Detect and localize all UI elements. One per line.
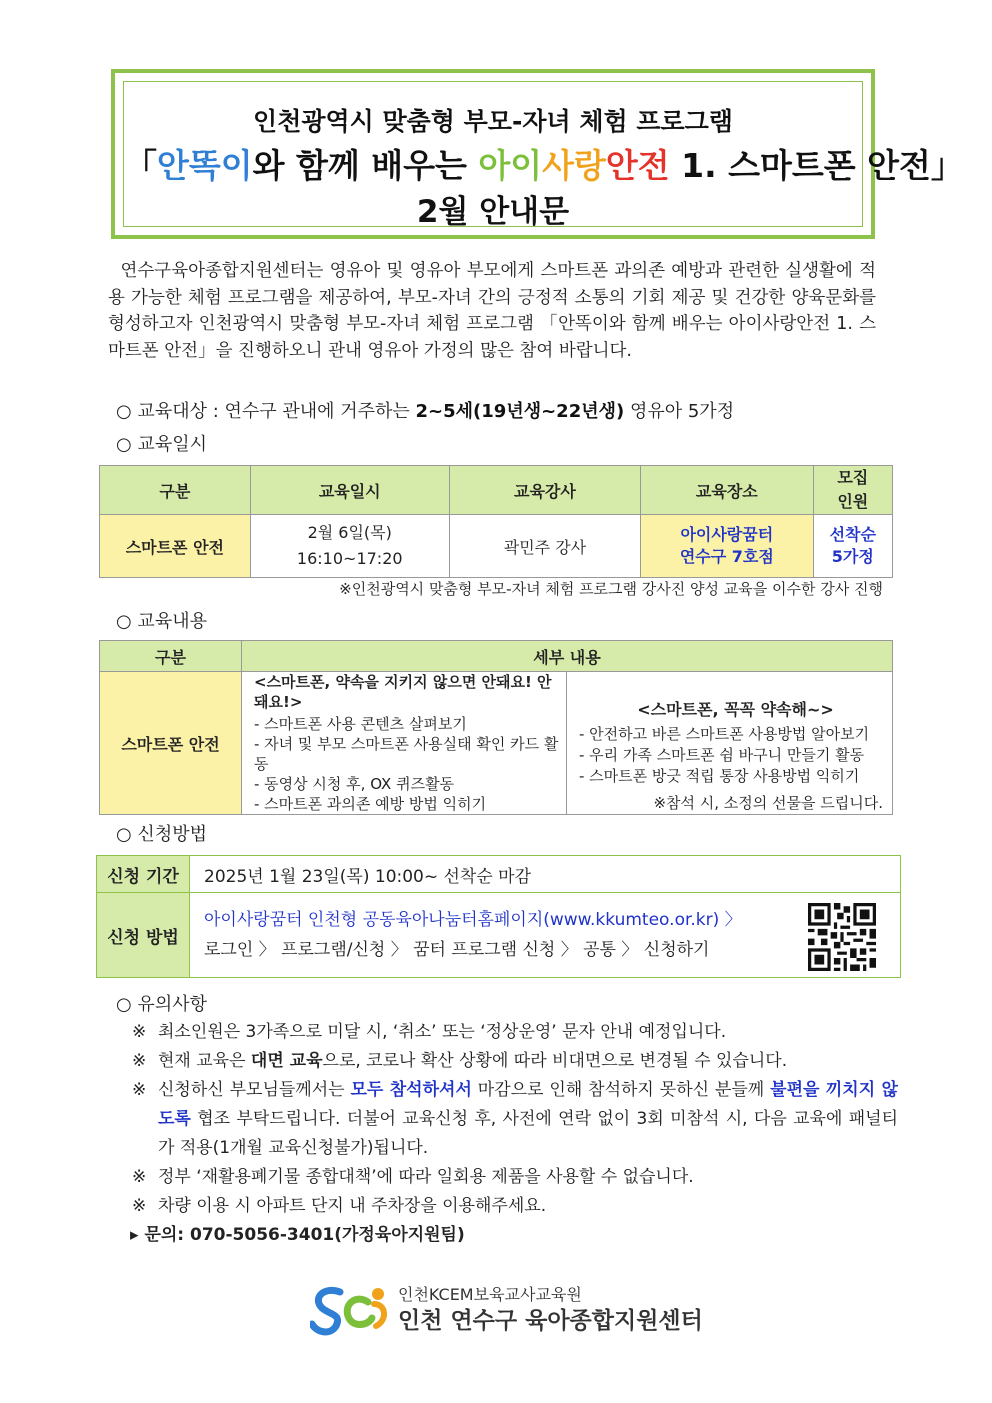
caution-item (108, 1076, 898, 1163)
left-item: - 동영상 시청 후, OX 퀴즈활동 (254, 775, 455, 793)
cell-category: 스마트폰 안전 (100, 515, 251, 578)
caution-item (108, 1163, 898, 1192)
right-item: - 스마트폰 방긋 적립 통장 사용방법 익히기 (579, 767, 860, 785)
title-inner-frame (123, 81, 964, 230)
method-url-line[interactable]: 아이사랑꿈터 인천형 공동육아나눔터홈페이지(www.kkumteo.or.kr) 〉 (204, 910, 742, 930)
title-smartphone: 1. 스마트폰 안전」 (669, 146, 964, 185)
cell-recruit (813, 515, 892, 578)
cell-instructor: 곽민주 강사 (449, 515, 640, 578)
caution-item (108, 1047, 898, 1076)
caution-text: 마감으로 인해 참석하지 못하신 분들께 (471, 1080, 771, 1100)
caution-mark: ※ (132, 1080, 147, 1100)
title-anjeon: 안전 (605, 146, 670, 185)
title-line-3: 2월 안내문 (416, 194, 570, 230)
title-ai: 아이 (478, 146, 543, 185)
right-item: - 안전하고 바른 스마트폰 사용방법 알아보기 (579, 725, 870, 743)
th-recruit: 모집 인원 (813, 466, 892, 515)
left-title: <스마트폰, 약속을 지키지 않으면 안돼요! 안돼요!> (254, 673, 552, 711)
method-value (190, 893, 901, 978)
target-line (116, 397, 734, 423)
date-text: 2월 6일(목) (307, 523, 392, 542)
target-prefix: ○ 교육대상 : 연수구 관내에 거주하는 (116, 401, 416, 422)
left-item: - 자녀 및 부모 스마트폰 사용실태 확인 카드 활동 (254, 735, 559, 773)
title-line-1: 인천광역시 맞춤형 부모-자녀 체험 프로그램 (253, 107, 733, 136)
th-date: 교육일시 (250, 466, 449, 515)
title-sarang: 사랑 (542, 146, 606, 185)
title-box (111, 69, 964, 239)
th-content-detail: 세부 내용 (242, 641, 893, 672)
period-label: 신청 기간 (97, 856, 190, 893)
caution-mark: ※ (132, 1022, 147, 1042)
content-category: 스마트폰 안전 (100, 672, 242, 815)
time-text: 16:10~17:20 (296, 549, 403, 568)
title-bracket-open: 「 (124, 146, 157, 185)
caution-mark: ※ (132, 1196, 147, 1216)
caution-list (108, 1018, 898, 1250)
content-left (242, 672, 567, 815)
right-item: - 우리 가족 스마트폰 쉼 바구니 만들기 활동 (579, 746, 865, 764)
cell-place (641, 515, 813, 578)
apply-table (96, 855, 901, 978)
th-place: 교육장소 (641, 466, 813, 515)
th-instructor: 교육강사 (449, 466, 640, 515)
schedule-table (99, 465, 893, 578)
recruit-line-2: 5가정 (831, 547, 874, 566)
place-line-2: 연수구 7호점 (679, 547, 774, 566)
caution-bold-blue: 모두 참석하셔서 (350, 1080, 472, 1100)
apply-heading: ○ 신청방법 (116, 824, 207, 845)
caution-item (108, 1192, 898, 1221)
caution-text: 으로, 코로나 확산 상황에 따라 비대면으로 변경될 수 있습니다. (322, 1051, 788, 1071)
caution-text: 정부 ‘재활용폐기물 종합대책’에 따라 일회용 제품을 사용할 수 없습니다. (158, 1167, 694, 1187)
center-logo-icon (310, 1280, 392, 1336)
th-category: 구분 (100, 466, 251, 515)
caution-heading: ○ 유의사항 (116, 994, 207, 1015)
caution-bold-blue: 불편을 끼치지 않도록 (158, 1080, 898, 1129)
left-item: - 스마트폰 과의존 예방 방법 익히기 (254, 795, 487, 813)
schedule-heading: ○ 교육일시 (116, 434, 207, 455)
caution-bold: 대면 교육 (250, 1051, 323, 1071)
target-suffix: 영유아 5가정 (624, 401, 735, 422)
caution-text: 협조 부탁드립니다. 더불어 교육신청 후, 사전에 연락 없이 3회 미참석 시, 다음 교육에 패널티가 적용(1개월 교육신청불가)됩니다. (158, 1109, 898, 1158)
cell-date (250, 515, 449, 578)
caution-text: 최소인원은 3가족으로 미달 시, ‘취소’ 또는 ‘정상운영’ 문자 안내 예정입니다. (158, 1022, 727, 1042)
right-title: <스마트폰, 꼭꼭 약속해~> (637, 700, 834, 719)
content-note: ※참석 시, 소정의 선물을 드립니다. (653, 794, 883, 812)
title-antto: 안똑이 (157, 146, 253, 185)
title-with: 와 함께 배우는 (252, 146, 479, 185)
footer-logo (310, 1280, 703, 1340)
content-table (99, 640, 893, 815)
intro-text: 연수구육아종합지원센터는 영유아 및 영유아 부모에게 스마트폰 과의존 예방과 관련한 실생활에 적용 가능한 체험 프로그램을 제공하여, 부모-자녀 간의 긍정적 소통의 기회 제공 및 건강한 양육문화를 형성하고자 인천광역시 맞춤형 부모-자녀 체험 프로그램 「안똑이와 함께 배우는 아이사랑안전 1. 스마트폰 안전」을 진행하오니 관내 영유아 가정의 많은 참여 바랍니다. (108, 261, 876, 361)
period-value: 2025년 1월 23일(목) 10:00~ 선착순 마감 (190, 856, 901, 893)
footer-org-1: 인천KCEM보육교사교육원 (398, 1285, 582, 1304)
method-steps-line: 로그인 〉 프로그램/신청 〉 꿈터 프로그램 신청 〉 공통 〉 신청하기 (204, 940, 710, 960)
place-line-1: 아이사랑꿈터 (680, 525, 774, 544)
title-line-2 (124, 140, 964, 187)
schedule-note: ※인천광역시 맞춤형 부모-자녀 체험 프로그램 강사진 양성 교육을 이수한 강사 진행 (339, 580, 883, 598)
caution-mark: ※ (132, 1167, 147, 1187)
content-heading: ○ 교육내용 (116, 611, 207, 632)
contact-line: ▸ 문의: 070-5056-3401(가정육아지원팀) (130, 1225, 465, 1245)
target-age: 2~5세(19년생~22년생) (415, 401, 625, 422)
left-item: - 스마트폰 사용 콘텐츠 살펴보기 (254, 715, 467, 733)
th-content-category: 구분 (100, 641, 242, 672)
caution-text: 현재 교육은 (158, 1051, 251, 1071)
caution-text: 차량 이용 시 아파트 단지 내 주차장을 이용해주세요. (158, 1196, 547, 1216)
method-label: 신청 방법 (97, 893, 190, 978)
caution-text: 신청하신 부모님들께서는 (158, 1080, 351, 1100)
caution-item (108, 1018, 898, 1047)
qr-code-icon[interactable] (808, 903, 876, 971)
intro-paragraph (108, 258, 876, 364)
footer-org-2: 인천 연수구 육아종합지원센터 (398, 1308, 703, 1334)
caution-mark: ※ (132, 1051, 147, 1071)
recruit-line-1: 선착순 (829, 525, 876, 544)
